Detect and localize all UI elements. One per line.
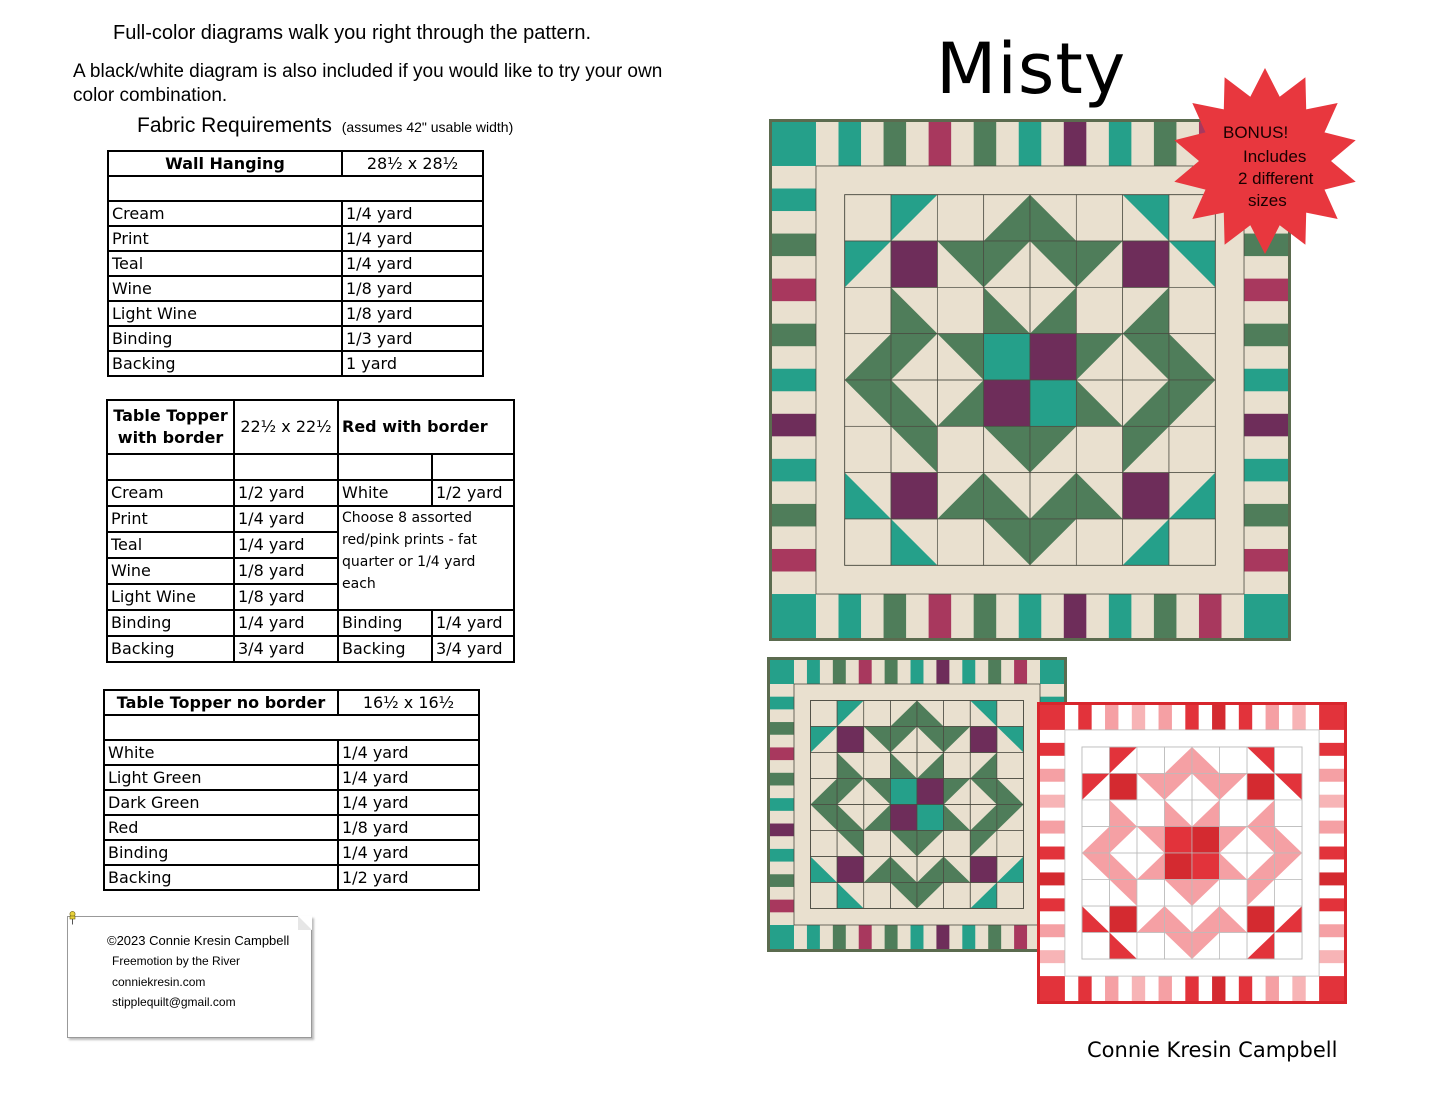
red-prints-note: Choose 8 assorted red/pink prints - fat quarter or 1/4 yard each xyxy=(338,506,514,610)
fabric-requirements-heading xyxy=(137,114,513,138)
email-text: stipplequilt@gmail.com xyxy=(112,995,236,1009)
table-row xyxy=(107,480,514,506)
table-row xyxy=(108,326,483,351)
fabric-name: Binding xyxy=(107,610,234,636)
table-row xyxy=(104,865,479,890)
wall-hanging-table xyxy=(107,150,484,377)
fabric-name: Teal xyxy=(107,532,234,558)
fabric-name: Print xyxy=(108,226,342,251)
table-row xyxy=(108,251,483,276)
table-topper-border-table xyxy=(106,399,515,663)
fabric-amount: 1/3 yard xyxy=(342,326,483,351)
wall-hanging-header: Wall Hanging xyxy=(108,151,342,176)
table-row xyxy=(104,815,479,840)
fabric-name: Red xyxy=(104,815,338,840)
table-row xyxy=(108,201,483,226)
fabric-name: Wine xyxy=(107,558,234,584)
table-row xyxy=(108,351,483,376)
table-row xyxy=(104,740,479,765)
fabric-amount: 1/4 yard xyxy=(338,840,479,865)
alt-fabric-amount: 1/4 yard xyxy=(432,610,514,636)
table-row xyxy=(107,636,514,662)
alt-fabric-amount: 3/4 yard xyxy=(432,636,514,662)
fabric-amount: 1 yard xyxy=(342,351,483,376)
fabric-amount: 3/4 yard xyxy=(234,636,338,662)
fabric-requirements-note: (assumes 42" usable width) xyxy=(341,119,514,135)
fabric-name: Light Wine xyxy=(108,301,342,326)
fabric-amount: 1/4 yard xyxy=(234,532,338,558)
fabric-amount: 1/2 yard xyxy=(338,865,479,890)
alt-fabric-name: Binding xyxy=(338,610,432,636)
pattern-title: Misty xyxy=(936,28,1127,110)
fabric-name: Backing xyxy=(104,865,338,890)
intro-line-2: A black/white diagram is also included if you would like to try your own color combination. xyxy=(73,61,663,106)
fabric-amount: 1/8 yard xyxy=(338,815,479,840)
table-row xyxy=(107,610,514,636)
bonus-badge xyxy=(1170,66,1360,256)
table-topper-no-border-table xyxy=(103,689,480,891)
fabric-amount: 1/4 yard xyxy=(338,765,479,790)
fabric-amount: 1/8 yard xyxy=(342,301,483,326)
fabric-name: Wine xyxy=(108,276,342,301)
page-fold-corner xyxy=(298,916,312,930)
fabric-name: Binding xyxy=(108,326,342,351)
fabric-amount: 1/4 yard xyxy=(342,201,483,226)
fabric-name: Print xyxy=(107,506,234,532)
author-name: Connie Kresin Campbell xyxy=(1087,1038,1338,1062)
fabric-name: Backing xyxy=(107,636,234,662)
bonus-line-2: Includes xyxy=(1243,147,1307,166)
fabric-amount: 1/8 yard xyxy=(342,276,483,301)
table-topper-no-border-header: Table Topper no border xyxy=(104,690,338,715)
table-topper-border-header: Table Topper with border xyxy=(107,400,234,454)
fabric-requirements-title: Fabric Requirements xyxy=(137,114,332,137)
table-topper-no-border-size: 16½ x 16½ xyxy=(338,690,479,715)
table-row xyxy=(104,840,479,865)
fabric-name: White xyxy=(104,740,338,765)
intro-line-1: Full-color diagrams walk you right through the pattern. xyxy=(113,22,592,44)
fabric-name: Light Green xyxy=(104,765,338,790)
table-topper-red-quilt-image xyxy=(1037,702,1347,1004)
copyright-text: ©2023 Connie Kresin Campbell xyxy=(107,933,290,948)
table-row xyxy=(108,301,483,326)
fabric-amount: 1/4 yard xyxy=(338,740,479,765)
contact-card xyxy=(67,916,312,1038)
fabric-amount: 1/2 yard xyxy=(234,480,338,506)
website-text: conniekresin.com xyxy=(112,975,206,989)
spacer-cell xyxy=(107,454,234,480)
spacer-row xyxy=(108,176,483,201)
fabric-name: Light Wine xyxy=(107,584,234,610)
spacer-cell xyxy=(338,454,432,480)
bonus-line-1: BONUS! xyxy=(1223,123,1289,142)
table-row xyxy=(104,790,479,815)
table-row xyxy=(108,276,483,301)
fabric-amount: 1/4 yard xyxy=(338,790,479,815)
bonus-line-4: sizes xyxy=(1248,191,1287,210)
pushpin-icon xyxy=(68,911,77,925)
red-with-border-header: Red with border xyxy=(338,400,514,454)
fabric-amount: 1/8 yard xyxy=(234,584,338,610)
fabric-name: Cream xyxy=(108,201,342,226)
table-row xyxy=(104,765,479,790)
fabric-name: Backing xyxy=(108,351,342,376)
wall-hanging-size: 28½ x 28½ xyxy=(342,151,483,176)
spacer-cell xyxy=(432,454,514,480)
fabric-amount: 1/4 yard xyxy=(234,506,338,532)
business-name: Freemotion by the River xyxy=(112,954,241,968)
fabric-name: Binding xyxy=(104,840,338,865)
fabric-name: Cream xyxy=(107,480,234,506)
alt-fabric-amount: 1/2 yard xyxy=(432,480,514,506)
fabric-amount: 1/4 yard xyxy=(342,251,483,276)
fabric-name: Teal xyxy=(108,251,342,276)
fabric-amount: 1/4 yard xyxy=(342,226,483,251)
table-row xyxy=(108,226,483,251)
fabric-amount: 1/8 yard xyxy=(234,558,338,584)
alt-fabric-name: White xyxy=(338,480,432,506)
spacer-row xyxy=(104,715,479,740)
spacer-cell xyxy=(234,454,338,480)
fabric-amount: 1/4 yard xyxy=(234,610,338,636)
table-topper-border-size: 22½ x 22½ xyxy=(234,400,338,454)
alt-fabric-name: Backing xyxy=(338,636,432,662)
table-row xyxy=(107,506,514,532)
fabric-name: Dark Green xyxy=(104,790,338,815)
table-topper-batik-quilt-image xyxy=(767,657,1067,952)
bonus-line-3: 2 different xyxy=(1238,169,1314,188)
